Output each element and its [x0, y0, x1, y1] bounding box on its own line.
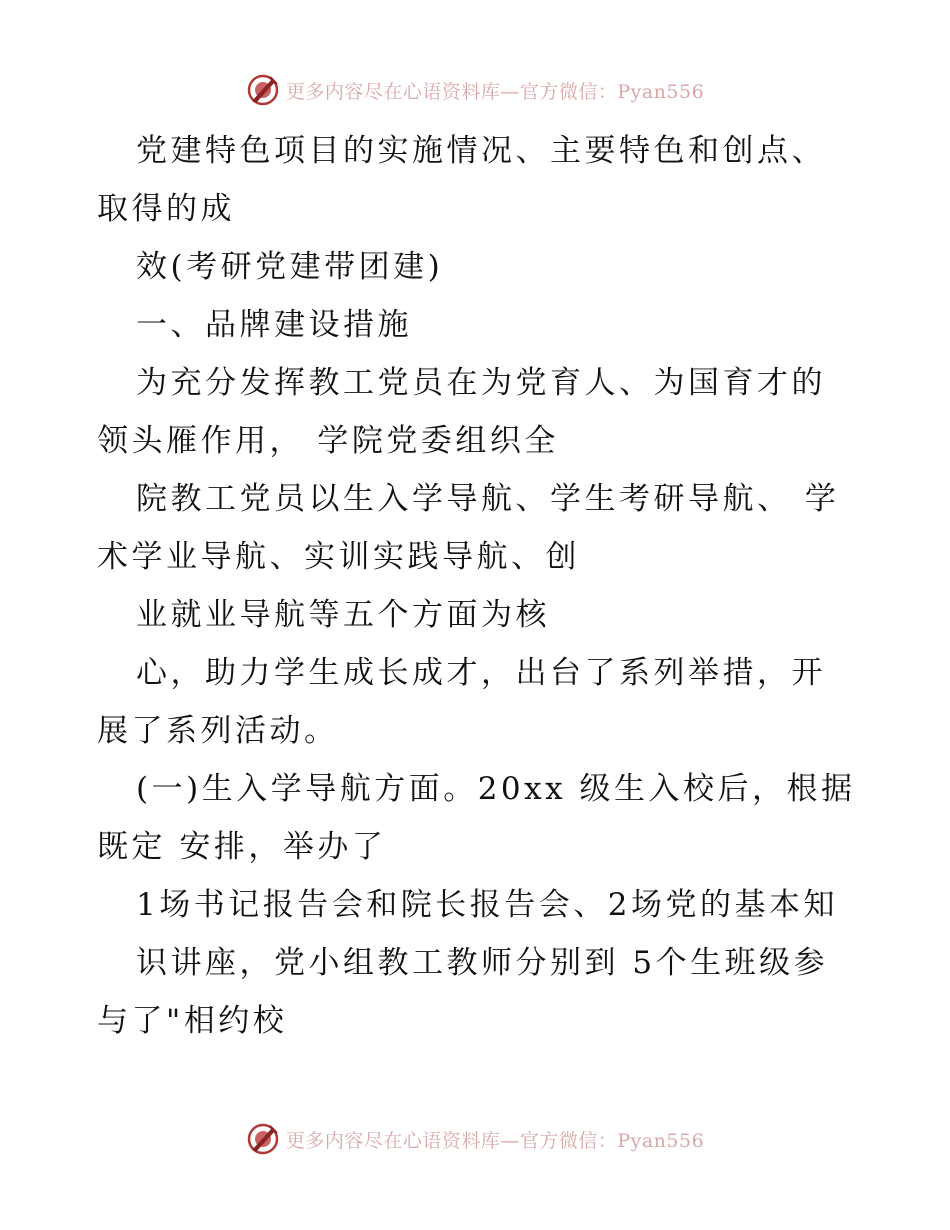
paragraph: 院教工党员以生入学导航、学生考研导航、 学术学业导航、实训实践导航、创: [97, 481, 840, 575]
document-body: [97, 122, 857, 1050]
footer-banner: [0, 1119, 950, 1159]
paragraph: 效(考研党建带团建): [136, 249, 444, 285]
banner-text: 更多内容尽在心语资料库—官方微信：Pyan556: [285, 1129, 705, 1152]
paragraph: 1场书记报告会和院长报告会、2场党的基本知: [136, 887, 838, 923]
paragraph: 一、品牌建设措施: [136, 307, 412, 343]
paragraph: (一)生入学导航方面。20xx 级生入校后，根据既定 安排，举办了: [97, 771, 856, 865]
paragraph: 党建特色项目的实施情况、主要特色和创点、取得的成: [97, 133, 826, 227]
header-banner: [0, 70, 950, 110]
paragraph: 为充分发挥教工党员在为党育人、为国育才的领头雁作用， 学院党委组织全: [97, 365, 826, 459]
paragraph: 识讲座，党小组教工教师分别到 5个生班级参与了"相约校: [97, 945, 829, 1039]
quill-seal-icon: [246, 1122, 280, 1156]
paragraph: 心，助力学生成长成才，出台了系列举措，开展了系列活动。: [97, 655, 826, 749]
banner-text: 更多内容尽在心语资料库—官方微信：Pyan556: [285, 80, 705, 103]
quill-seal-icon: [246, 73, 280, 107]
paragraph: 业就业导航等五个方面为核: [136, 597, 550, 633]
